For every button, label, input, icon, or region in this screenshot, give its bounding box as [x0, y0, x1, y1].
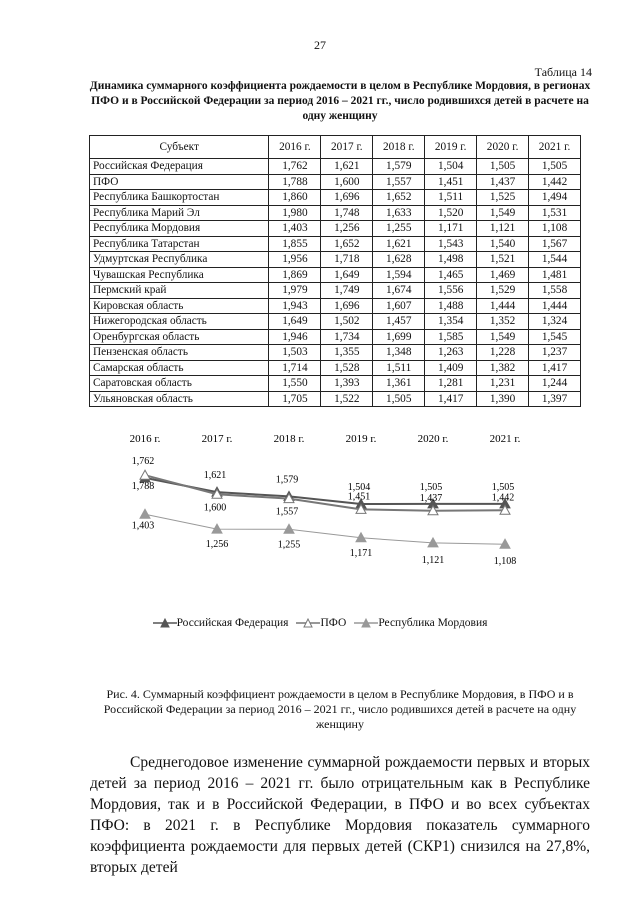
table-row — [90, 174, 581, 190]
data-label: 1,621 — [203, 470, 227, 482]
value-cell: 1,696 — [321, 190, 373, 206]
data-label: 1,788 — [131, 481, 155, 493]
value-cell: 1,502 — [321, 314, 373, 330]
value-cell: 1,749 — [321, 283, 373, 299]
value-cell: 1,469 — [477, 267, 529, 283]
data-label: 1,504 — [347, 482, 371, 494]
value-cell: 1,520 — [425, 205, 477, 221]
legend-marker-icon — [296, 618, 320, 628]
table-row — [90, 329, 581, 345]
data-label: 1,600 — [203, 502, 227, 514]
data-label: 1,171 — [349, 547, 373, 559]
data-label: 1,451 — [347, 491, 371, 503]
category-label: 2016 г. — [129, 433, 161, 445]
data-label: 1,256 — [205, 539, 229, 551]
data-label: 1,505 — [491, 481, 515, 493]
column-header-year: 2019 г. — [425, 136, 477, 159]
table-label: Таблица 14 — [534, 65, 592, 79]
value-cell: 1,869 — [269, 267, 321, 283]
row-subject-cell: Ульяновская область — [90, 391, 269, 407]
legend-item — [153, 617, 289, 629]
value-cell: 1,494 — [529, 190, 581, 206]
value-cell: 1,352 — [477, 314, 529, 330]
table-row — [90, 205, 581, 221]
value-cell: 1,444 — [477, 298, 529, 314]
body-paragraph — [90, 752, 590, 878]
value-cell: 1,674 — [373, 283, 425, 299]
value-cell: 1,696 — [321, 298, 373, 314]
row-subject-cell: Республика Марий Эл — [90, 205, 269, 221]
value-cell: 1,718 — [321, 252, 373, 268]
value-cell: 1,354 — [425, 314, 477, 330]
legend-item — [354, 617, 487, 629]
value-cell: 1,633 — [373, 205, 425, 221]
value-cell: 1,628 — [373, 252, 425, 268]
value-cell: 1,361 — [373, 376, 425, 392]
figure-caption: Рис. 4. Суммарный коэффициент рождаемости в целом в Республике Мордовия, в ПФО и в Российской Федерации за период 2016 – 2021 гг., число родившихся детей в расчете на одну женщину — [103, 687, 577, 731]
value-cell: 1,417 — [529, 360, 581, 376]
data-label: 1,121 — [421, 554, 445, 566]
legend-marker-icon — [354, 618, 378, 628]
value-cell: 1,529 — [477, 283, 529, 299]
row-subject-cell: Пермский край — [90, 283, 269, 299]
table-header-row — [90, 136, 581, 159]
value-cell: 1,979 — [269, 283, 321, 299]
value-cell: 1,980 — [269, 205, 321, 221]
row-subject-cell: Чувашская Республика — [90, 267, 269, 283]
value-cell: 1,481 — [529, 267, 581, 283]
value-cell: 1,324 — [529, 314, 581, 330]
table-body — [90, 159, 581, 407]
column-header-year: 2016 г. — [269, 136, 321, 159]
chart-legend — [0, 617, 640, 629]
value-cell: 1,556 — [425, 283, 477, 299]
value-cell: 1,444 — [529, 298, 581, 314]
value-cell: 1,397 — [529, 391, 581, 407]
data-label: 1,505 — [419, 481, 443, 493]
value-cell: 1,544 — [529, 252, 581, 268]
value-cell: 1,237 — [529, 345, 581, 361]
category-label: 2020 г. — [417, 433, 449, 445]
data-point-marker — [140, 470, 150, 479]
value-cell: 1,531 — [529, 205, 581, 221]
value-cell: 1,504 — [425, 159, 477, 175]
table-row — [90, 159, 581, 175]
row-subject-cell: Нижегородская область — [90, 314, 269, 330]
value-cell: 1,621 — [321, 159, 373, 175]
row-subject-cell: ПФО — [90, 174, 269, 190]
value-cell: 1,652 — [373, 190, 425, 206]
value-cell: 1,511 — [425, 190, 477, 206]
table-row — [90, 360, 581, 376]
value-cell: 1,714 — [269, 360, 321, 376]
table-row — [90, 391, 581, 407]
value-cell: 1,956 — [269, 252, 321, 268]
value-cell: 1,762 — [269, 159, 321, 175]
value-cell: 1,545 — [529, 329, 581, 345]
value-cell: 1,442 — [529, 174, 581, 190]
category-label: 2021 г. — [489, 433, 521, 445]
row-subject-cell: Республика Мордовия — [90, 221, 269, 237]
body-text: Среднегодовое изменение суммарной рождаемости первых и вторых детей за период 2016 – 2021 гг. было отрицательным как в Республике Мордовия, так и в Российской Федерации, в ПФО и во всех субъектах ПФО: в 2021 г. в Республике Мордовия показатель суммарного коэффициента рождаемости для первых детей (СКР1) снизился на 27,8%, вторых детей — [90, 754, 590, 876]
value-cell: 1,457 — [373, 314, 425, 330]
column-header-year: 2017 г. — [321, 136, 373, 159]
value-cell: 1,860 — [269, 190, 321, 206]
value-cell: 1,607 — [373, 298, 425, 314]
column-header-year: 2021 г. — [529, 136, 581, 159]
value-cell: 1,121 — [477, 221, 529, 237]
data-label: 1,437 — [419, 492, 443, 504]
value-cell: 1,451 — [425, 174, 477, 190]
column-header-subject: Субъект — [90, 136, 269, 159]
value-cell: 1,705 — [269, 391, 321, 407]
table-row — [90, 345, 581, 361]
value-cell: 1,228 — [477, 345, 529, 361]
value-cell: 1,488 — [425, 298, 477, 314]
value-cell: 1,748 — [321, 205, 373, 221]
value-cell: 1,649 — [321, 267, 373, 283]
value-cell: 1,525 — [477, 190, 529, 206]
value-cell: 1,558 — [529, 283, 581, 299]
value-cell: 1,594 — [373, 267, 425, 283]
value-cell: 1,528 — [321, 360, 373, 376]
series-line — [145, 478, 505, 504]
legend-item — [296, 617, 346, 629]
value-cell: 1,171 — [425, 221, 477, 237]
legend-label: Республика Мордовия — [378, 617, 488, 629]
data-label: 1,108 — [493, 556, 517, 568]
value-cell: 1,355 — [321, 345, 373, 361]
row-subject-cell: Удмуртская Республика — [90, 252, 269, 268]
data-point-marker — [140, 509, 150, 518]
row-subject-cell: Республика Башкортостан — [90, 190, 269, 206]
value-cell: 1,788 — [269, 174, 321, 190]
legend-marker-icon — [153, 618, 177, 628]
row-subject-cell: Оренбургская область — [90, 329, 269, 345]
row-subject-cell: Российская Федерация — [90, 159, 269, 175]
value-cell: 1,734 — [321, 329, 373, 345]
data-label: 1,579 — [275, 474, 299, 486]
table-row — [90, 314, 581, 330]
value-cell: 1,943 — [269, 298, 321, 314]
value-cell: 1,393 — [321, 376, 373, 392]
value-cell: 1,579 — [373, 159, 425, 175]
data-label: 1,403 — [131, 520, 155, 532]
value-cell: 1,600 — [321, 174, 373, 190]
column-header-year: 2020 г. — [477, 136, 529, 159]
value-cell: 1,108 — [529, 221, 581, 237]
row-subject-cell: Республика Татарстан — [90, 236, 269, 252]
value-cell: 1,437 — [477, 174, 529, 190]
data-table — [89, 135, 581, 407]
value-cell: 1,621 — [373, 236, 425, 252]
table-row — [90, 267, 581, 283]
table-row — [90, 221, 581, 237]
value-cell: 1,549 — [477, 329, 529, 345]
legend-label: ПФО — [320, 617, 347, 629]
value-cell: 1,505 — [373, 391, 425, 407]
value-cell: 1,498 — [425, 252, 477, 268]
value-cell: 1,567 — [529, 236, 581, 252]
series-line — [145, 514, 505, 544]
line-chart — [100, 430, 540, 580]
value-cell: 1,522 — [321, 391, 373, 407]
table-row — [90, 252, 581, 268]
value-cell: 1,465 — [425, 267, 477, 283]
column-header-year: 2018 г. — [373, 136, 425, 159]
value-cell: 1,505 — [529, 159, 581, 175]
value-cell: 1,256 — [321, 221, 373, 237]
data-label: 1,762 — [131, 455, 155, 467]
value-cell: 1,403 — [269, 221, 321, 237]
value-cell: 1,281 — [425, 376, 477, 392]
data-label: 1,442 — [491, 492, 515, 504]
value-cell: 1,244 — [529, 376, 581, 392]
value-cell: 1,231 — [477, 376, 529, 392]
data-label: 1,255 — [277, 539, 301, 551]
value-cell: 1,543 — [425, 236, 477, 252]
value-cell: 1,263 — [425, 345, 477, 361]
value-cell: 1,255 — [373, 221, 425, 237]
table-row — [90, 283, 581, 299]
value-cell: 1,417 — [425, 391, 477, 407]
row-subject-cell: Самарская область — [90, 360, 269, 376]
category-label: 2018 г. — [273, 433, 305, 445]
data-label: 1,557 — [275, 506, 299, 518]
value-cell: 1,699 — [373, 329, 425, 345]
value-cell: 1,540 — [477, 236, 529, 252]
value-cell: 1,649 — [269, 314, 321, 330]
value-cell: 1,585 — [425, 329, 477, 345]
value-cell: 1,946 — [269, 329, 321, 345]
value-cell: 1,855 — [269, 236, 321, 252]
table-row — [90, 376, 581, 392]
row-subject-cell: Саратовская область — [90, 376, 269, 392]
value-cell: 1,390 — [477, 391, 529, 407]
value-cell: 1,503 — [269, 345, 321, 361]
value-cell: 1,505 — [477, 159, 529, 175]
category-label: 2019 г. — [345, 433, 377, 445]
table-row — [90, 190, 581, 206]
value-cell: 1,382 — [477, 360, 529, 376]
value-cell: 1,348 — [373, 345, 425, 361]
value-cell: 1,550 — [269, 376, 321, 392]
row-subject-cell: Кировская область — [90, 298, 269, 314]
value-cell: 1,511 — [373, 360, 425, 376]
value-cell: 1,409 — [425, 360, 477, 376]
value-cell: 1,521 — [477, 252, 529, 268]
value-cell: 1,652 — [321, 236, 373, 252]
table-row — [90, 236, 581, 252]
category-label: 2017 г. — [201, 433, 233, 445]
table-title: Динамика суммарного коэффициента рождаемости в целом в Республике Мордовия, в регионах ПФО и в Российской Федерации за период 2016 – 2021 гг., число родившихся детей в расчете на одну женщину — [89, 80, 591, 122]
value-cell: 1,549 — [477, 205, 529, 221]
value-cell: 1,557 — [373, 174, 425, 190]
legend-label: Российская Федерация — [176, 617, 289, 629]
row-subject-cell: Пензенская область — [90, 345, 269, 361]
page-number: 27 — [314, 38, 326, 52]
table-row — [90, 298, 581, 314]
